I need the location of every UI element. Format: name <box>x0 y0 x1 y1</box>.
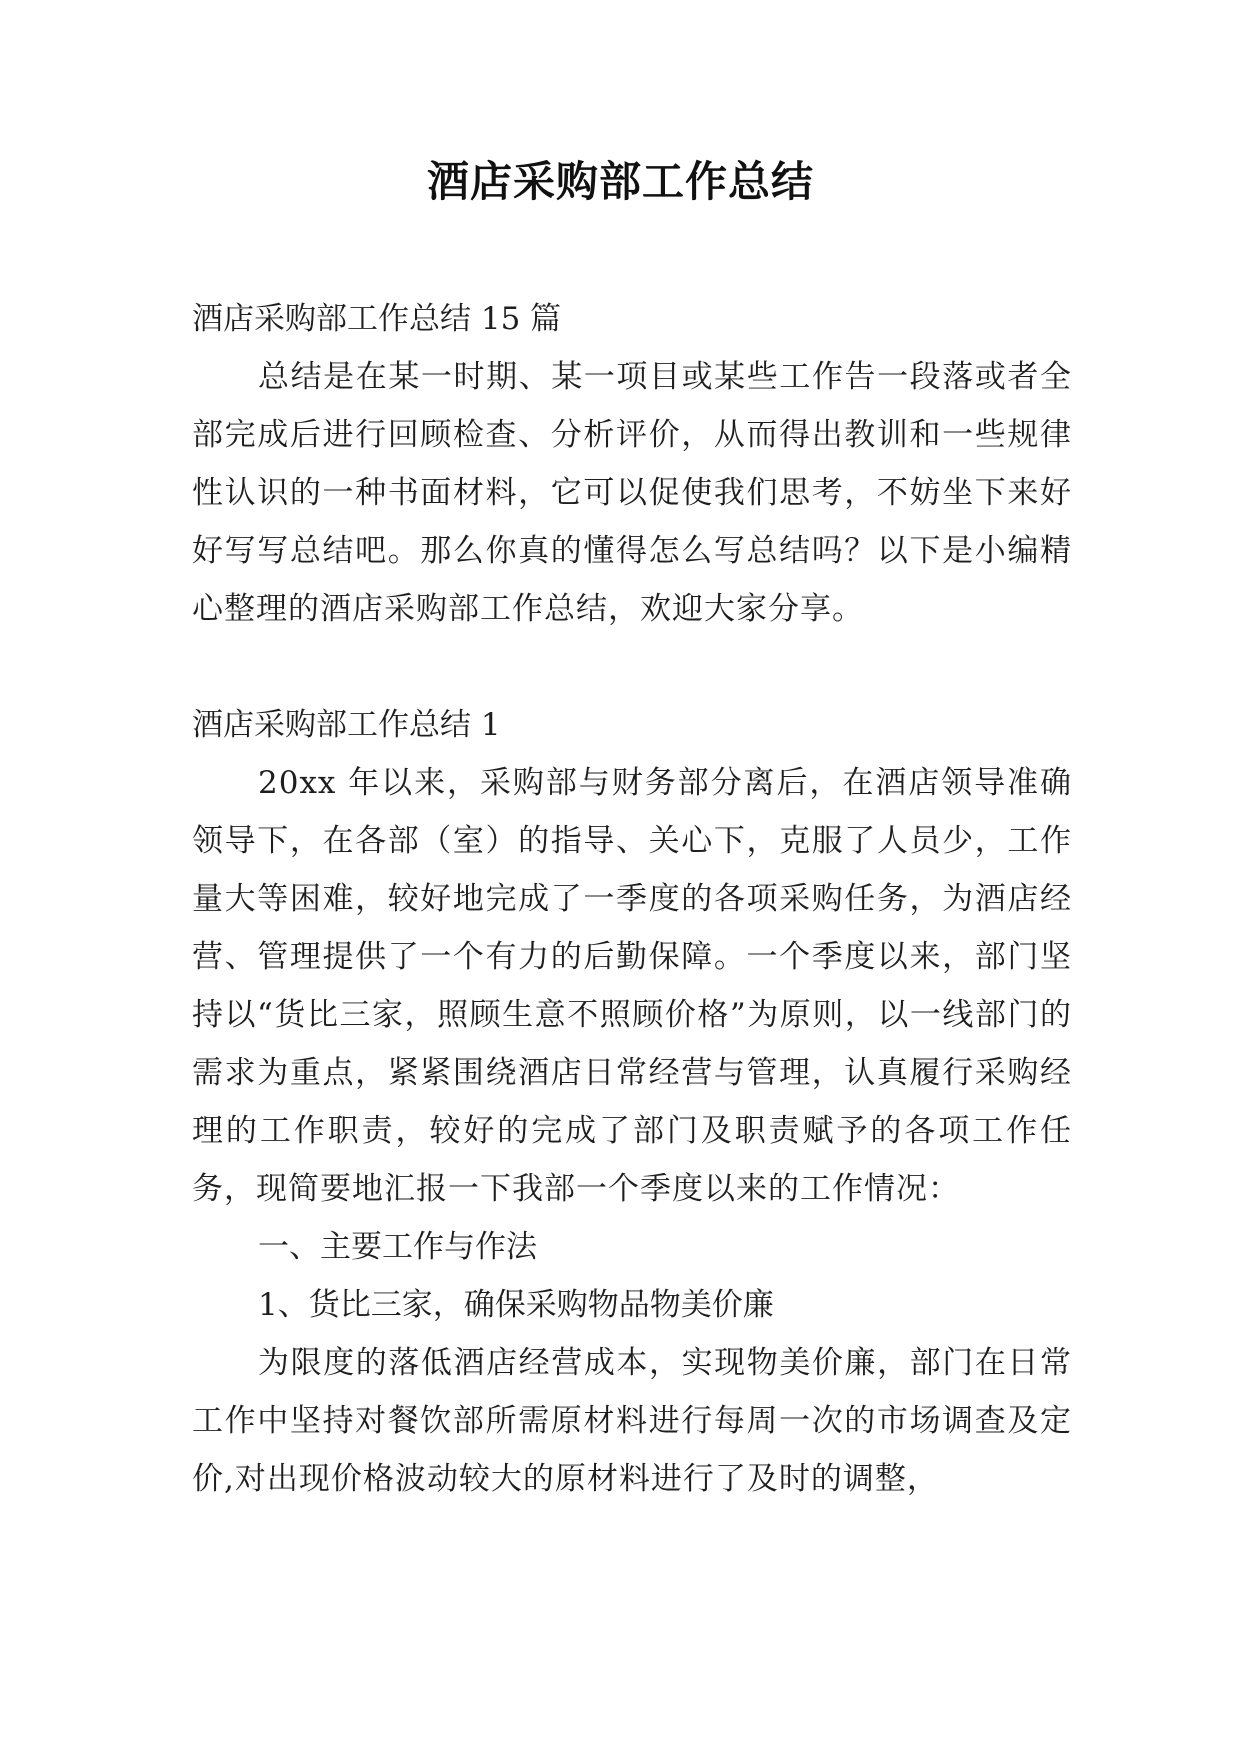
document-subtitle: 酒店采购部工作总结 15 篇 <box>192 301 562 337</box>
document-title: 酒店采购部工作总结 <box>426 157 814 206</box>
subheading-main-work: 一、主要工作与作法 <box>258 1229 537 1265</box>
section-heading: 酒店采购部工作总结 1 <box>192 707 501 743</box>
section-1 <box>192 696 1072 1508</box>
section-paragraph: 20xx 年以来，采购部与财务部分离后，在酒店领导准确领导下，在各部（室）的指导、关心下，克服了人员少，工作量大等困难，较好地完成了一季度的各项采购任务，为酒店经营、管理提供了一个有力的后勤保障。一个季度以来，部门坚持以“货比三家，照顾生意不照顾价格”为原则，以一线部门的需求为重点，紧紧围绕酒店日常经营与管理，认真履行采购经理的工作职责，较好的完成了部门及职责赋予的各项工作任务，现简要地汇报一下我部一个季度以来的工作情况： <box>192 765 1072 1207</box>
subheading-item-1: 1、货比三家，确保采购物品物美价廉 <box>258 1287 774 1323</box>
intro-section <box>192 290 1072 638</box>
item-1-paragraph: 为限度的落低酒店经营成本，实现物美价廉，部门在日常工作中坚持对餐饮部所需原材料进行每周一次的市场调查及定价,对出现价格波动较大的原材料进行了及时的调整， <box>192 1345 1072 1497</box>
intro-paragraph: 总结是在某一时期、某一项目或某些工作告一段落或者全部完成后进行回顾检查、分析评价，从而得出教训和一些规律性认识的一种书面材料，它可以促使我们思考，不妨坐下来好好写写总结吧。那么你真的懂得怎么写总结吗？以下是小编精心整理的酒店采购部工作总结，欢迎大家分享。 <box>192 359 1072 627</box>
